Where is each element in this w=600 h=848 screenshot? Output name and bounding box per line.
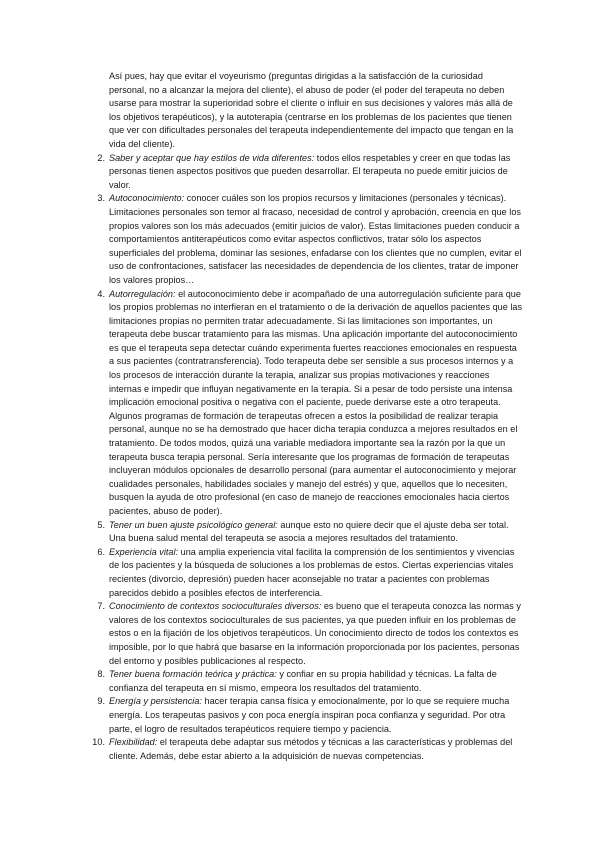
- list-item: [91, 519, 523, 546]
- list-item-term: Experiencia vital:: [109, 546, 179, 557]
- list-item: [91, 152, 523, 193]
- list-item-term: Conocimiento de contextos socioculturales diversos:: [109, 601, 322, 612]
- list-item-text: y confiar en su propia habilidad y técnicas. La falta de confianza del terapeuta en sí mismo, empeora los resultados del tratamiento.: [109, 669, 497, 693]
- list-item-number: 4.: [97, 288, 105, 299]
- numbered-list: [91, 152, 523, 764]
- list-item: [91, 695, 523, 736]
- list-item: [91, 600, 523, 668]
- list-item: [91, 668, 523, 695]
- document-body: [91, 70, 523, 763]
- list-item-number: 8.: [97, 669, 105, 680]
- list-item-number: 6.: [97, 546, 105, 557]
- list-item-number: 2.: [97, 152, 105, 163]
- intro-paragraph: Así pues, hay que evitar el voyeurismo (preguntas dirigidas a la satisfacción de la curiosidad personal, no a alcanzar la mejora del cliente), el abuso de poder (el poder del terapeuta no deben usarse para mostrar la superioridad sobre el cliente o influir en sus decisiones y valores más allá de los objetivos terapéuticos), y la autoterapia (centrarse en los problemas de los pacientes que tienen que ver con dificultades personales del terapeuta independientemente del impacto que tengan en la vida del cliente).: [109, 71, 514, 149]
- list-item-term: Tener buena formación teórica y práctica:: [109, 669, 277, 680]
- list-item-text: aunque esto no quiere decir que el ajuste deba ser total. Una buena salud mental del terapeuta se asocia a mejores resultados del tratamiento.: [109, 519, 509, 544]
- list-item-text: el autoconocimiento debe ir acompañado de una autorregulación suficiente para que los propios problemas no interfieran en el tratamiento o de la derivación de aquellos pacientes que las limitaciones propias no permiten tratar adecuadamente. Si las limitaciones son importantes, un terapeuta debe buscar tratamiento para las mismas. Una aplicación importante del autoconocimiento es que el terapeuta sepa detectar cuándo experimenta fuertes reacciones emocionales en respuesta a sus pacientes (contratransferencia). Todo terapeuta debe ser sensible a sus procesos internos y a los procesos de interacción durante la terapia, analizar sus propias motivaciones y reacciones internas e impedir que influyan negativamente en la terapia. Si a pesar de todo persiste una intensa implicación emocional positiva o negativa con el paciente, puede derivarse este a otro terapeuta. Algunos programas de formación de terapeutas ofrecen a estos la posibilidad de realizar terapia personal, aunque no se ha demostrado que hacer dicha terapia conduzca a mejores resultados en el tratamiento. De todos modos, quizá una variable mediadora importante sea la razón por la que un terapeuta busca terapia personal. Sería interesante que los programas de formación de terapeutas incluyeran módulos opcionales de desarrollo personal (para aumentar el autoconocimiento y mejorar cualidades personales, habilidades sociales y manejo del estrés) y que, aquellos que lo necesiten, busquen la ayuda de otro profesional (en caso de manejo de reacciones emocionales hacia ciertos pacientes, abuso de poder).: [109, 288, 523, 516]
- list-item-term: Autoconocimiento:: [109, 193, 185, 204]
- list-item-text: todos ellos respetables y creer en que todas las personas tienen aspectos positivos que pueden desarrollar. El terapeuta no puede emitir juicios de valor.: [109, 152, 511, 190]
- list-item-term: Energía y persistencia:: [109, 696, 202, 707]
- list-item-term: Tener un buen ajuste psicológico general:: [109, 519, 278, 530]
- list-item-number: 7.: [97, 601, 105, 612]
- list-item-text: hacer terapia cansa física y emocionalmente, por lo que se requiere mucha energía. Los terapeutas pasivos y con poca energía inspiran poca confianza y seguridad. Por otra parte, el logro de resultados terapéuticos requiere tiempo y paciencia.: [109, 696, 510, 734]
- list-item: [91, 288, 523, 519]
- list-item-text: conocer cuáles son los propios recursos y limitaciones (personales y técnicas). Limitaciones personales son temor al fracaso, necesidad de control y aprobación, creencia en que los propios valores son los más adecuados (emitir juicios de valor). Estas limitaciones pueden conducir a comportamientos antiterapéuticos como evitar aspectos conflictivos, tratar sólo los aspectos superficiales del problema, dominar las sesiones, enfadarse con los clientes que no cumplen, evitar el uso de confrontaciones, satisfacer las necesidades de dependencia de los clientes, tratar de imponer los valores propios…: [109, 193, 522, 285]
- list-item-text: es bueno que el terapeuta conozca las normas y valores de los contextos socioculturales de sus pacientes, ya que pueden influir en los problemas de estos o en la fijación de los objetivos terapéuticos. Un conocimiento directo de todos los contextos es imposible, por lo que habrá que basarse en la información proporcionada por los pacientes, personas del entorno y posibles publicaciones al respecto.: [109, 601, 521, 666]
- list-item: [91, 736, 523, 763]
- list-item: [91, 546, 523, 600]
- list-item-number: 5.: [97, 519, 105, 530]
- list-item-text: una amplia experiencia vital facilita la comprensión de los sentimientos y vivencias de los pacientes y la búsqueda de soluciones a los problemas de estos. Ciertas experiencias vitales recientes (divorcio, depresión) pueden hacer aconsejable no tratar a pacientes con problemas parecidos debido a posibles efectos de interferencia.: [109, 546, 515, 598]
- list-item-term: Saber y aceptar que hay estilos de vida diferentes:: [109, 152, 315, 163]
- list-item-number: 9.: [97, 696, 105, 707]
- list-item-number: 10.: [92, 737, 105, 748]
- list-item-text: el terapeuta debe adaptar sus métodos y técnicas a las características y problemas del cliente. Además, debe estar abierto a la adquisición de nuevas competencias.: [109, 737, 513, 761]
- list-item: [91, 192, 523, 287]
- list-item-number: 3.: [97, 193, 105, 204]
- list-item-term: Autorregulación:: [109, 288, 176, 299]
- list-item-term: Flexibilidad:: [109, 737, 158, 748]
